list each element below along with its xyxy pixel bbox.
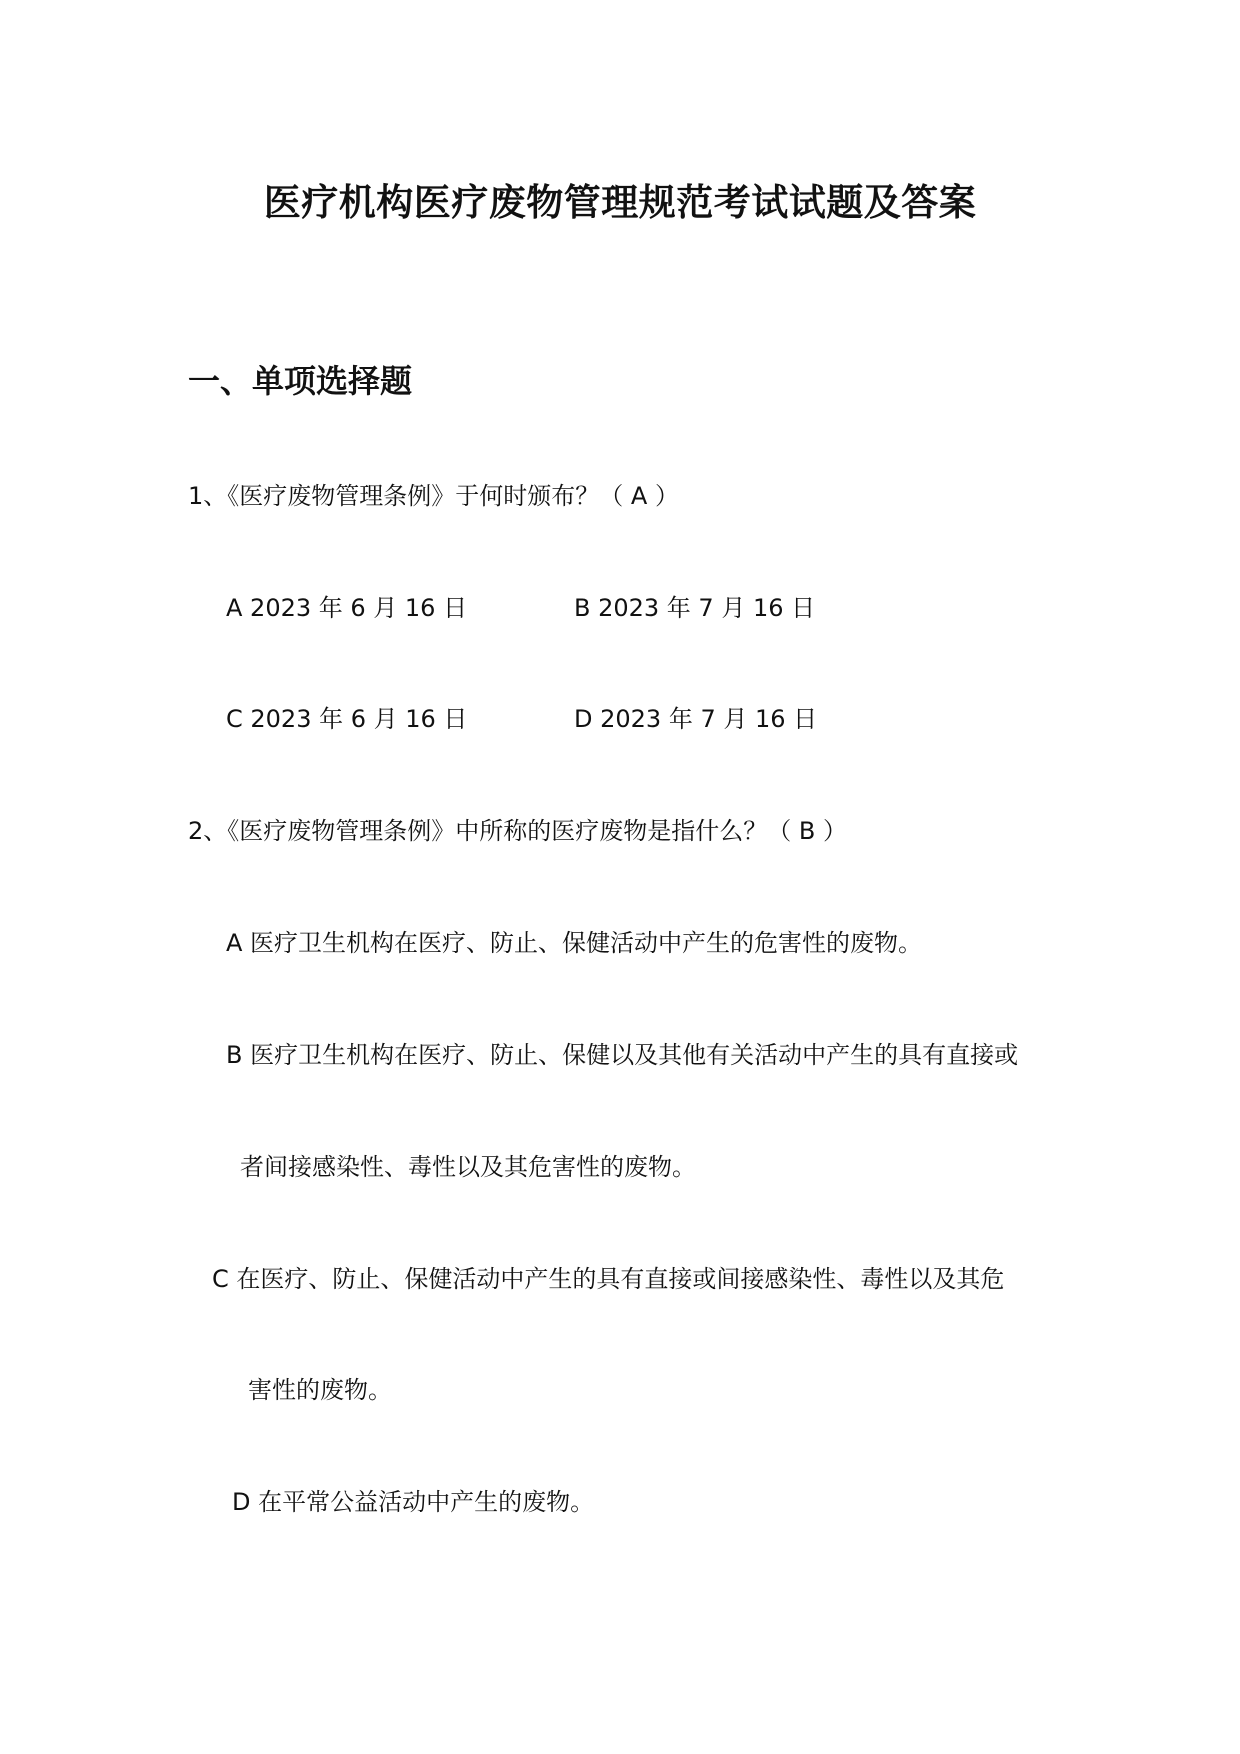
question-1-option-a: A 2023 年 6 月 16 日 [226,594,468,622]
question-2-option-a: A 医疗卫生机构在医疗、防止、保健活动中产生的危害性的废物。 [226,929,923,957]
question-1-stem: 1、《医疗废物管理条例》于何时颁布？（ A ） [188,482,679,510]
document-title: 医疗机构医疗废物管理规范考试试题及答案 [263,180,977,224]
question-2-option-b-line-1: B 医疗卫生机构在医疗、防止、保健以及其他有关活动中产生的具有直接或 [226,1041,1019,1069]
question-1-option-b: B 2023 年 7 月 16 日 [574,594,816,622]
question-2-option-b-line-2: 者间接感染性、毒性以及其危害性的废物。 [240,1153,696,1181]
section-heading: 一、单项选择题 [188,362,413,400]
question-2-option-d: D 在平常公益活动中产生的废物。 [232,1488,595,1516]
question-2-stem: 2、《医疗废物管理条例》中所称的医疗废物是指什么？（ B ） [188,817,847,845]
question-2-option-c-line-1: C 在医疗、防止、保健活动中产生的具有直接或间接感染性、毒性以及其危 [212,1265,1005,1293]
question-2-option-c-line-2: 害性的废物。 [248,1376,392,1404]
question-1-option-d: D 2023 年 7 月 16 日 [574,705,818,733]
question-1-option-c: C 2023 年 6 月 16 日 [226,705,468,733]
